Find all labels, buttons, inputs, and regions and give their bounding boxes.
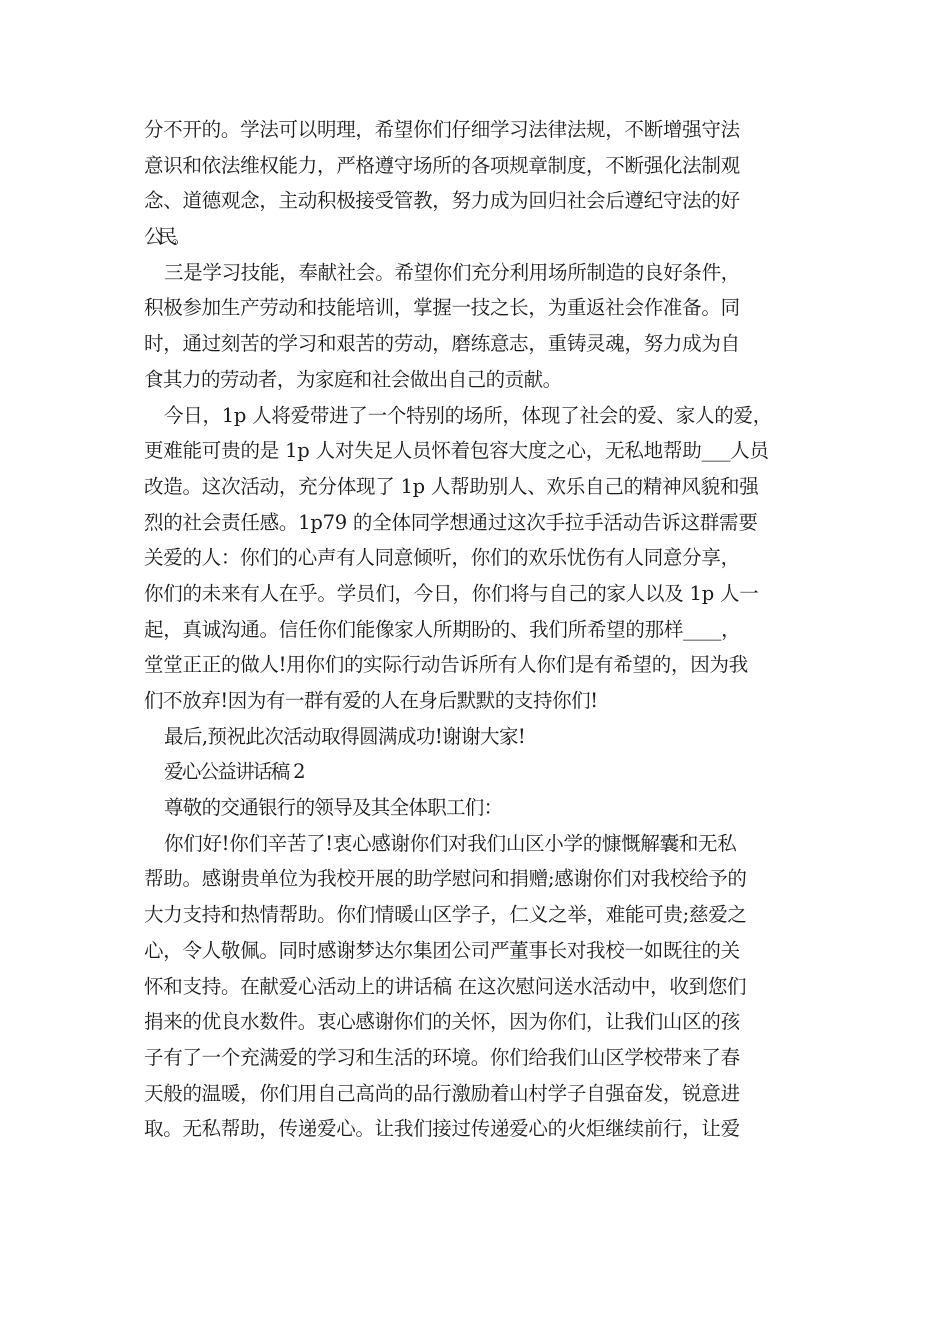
text-line: 关爱的人：你们的心声有人同意倾听，你们的欢乐忧伤有人同意分享， xyxy=(144,546,740,570)
text-line: 食其力的劳动者，为家庭和社会做出自己的贡献。 xyxy=(144,367,562,391)
text-line: 捐来的优良水数件。衷心感谢你们的关怀，因为你们，让我们山区的孩 xyxy=(144,1010,740,1034)
text-line: 们不放弃!因为有一群有爱的人在身后默默的支持你们! xyxy=(144,689,598,712)
text-line: 大力支持和热情帮助。你们情暖山区学子，仁义之举，难能可贵;慈爱之 xyxy=(144,903,747,927)
text-line: 最后,预祝此次活动取得圆满成功!谢谢大家! xyxy=(164,724,526,748)
text-line: 今日，1p 人将爱带进了一个特别的场所，体现了社会的爱、家人的爱， xyxy=(164,403,772,427)
text-line: 起，真诚沟通。信任你们能像家人所期盼的、我们所希望的那样____， xyxy=(144,617,741,641)
text-line: 改造。这次活动，充分体现了 1p 人帮助别人、欢乐自己的精神风貌和强 xyxy=(144,474,759,498)
text-line: 尊敬的交通银行的领导及其全体职工们： xyxy=(164,796,503,820)
document-body xyxy=(144,112,814,1147)
text-line: 分不开的。学法可以明理，希望你们仔细学习法律法规，不断增强守法 xyxy=(144,118,740,141)
text-line: 取。无私帮助，传递爱心。让我们接过传递爱心的火炬继续前行，让爱 xyxy=(144,1117,740,1141)
text-line: 天般的温暖，你们用自己高尚的品行激励着山村学子自强奋发，锐意进 xyxy=(144,1081,740,1105)
text-line: 更难能可贵的是 1p 人对失足人员怀着包容大度之心，无私地帮助___人员 xyxy=(144,439,769,463)
text-line: 公民。 xyxy=(144,225,186,249)
text-line: 时，通过刻苦的学习和艰苦的劳动，磨练意志，重铸灵魂，努力成为自 xyxy=(144,332,740,356)
text-line: 堂堂正正的做人!用你们的实际行动告诉所有人你们是有希望的，因为我 xyxy=(144,653,748,677)
text-line: 爱心公益讲话稿 2 xyxy=(164,760,304,784)
text-line: 子有了一个充满爱的学习和生活的环境。你们给我们山区学校带来了春 xyxy=(144,1045,740,1069)
text-line: 三是学习技能，奉献社会。希望你们充分利用场所制造的良好条件， xyxy=(164,260,741,284)
text-line: 怀和支持。在献爱心活动上的讲话稿 在这次慰问送水活动中，收到您们 xyxy=(144,974,747,998)
text-line: 你们好!你们辛苦了!衷心感谢你们对我们山区小学的慷慨解囊和无私 xyxy=(164,831,737,855)
text-line: 积极参加生产劳动和技能培训，掌握一技之长，为重返社会作准备。同 xyxy=(144,296,740,320)
text-line: 你们的未来有人在乎。学员们，今日，你们将与自己的家人以及 1p 人一 xyxy=(144,581,759,605)
text-line: 意识和依法维权能力，严格遵守场所的各项规章制度，不断强化法制观 xyxy=(144,153,740,177)
text-line: 念、道德观念，主动积极接受管教，努力成为回归社会后遵纪守法的好 xyxy=(144,189,740,213)
text-line: 心，令人敬佩。同时感谢梦达尔集团公司严董事长对我校一如既往的关 xyxy=(144,938,740,962)
text-line: 帮助。感谢贵单位为我校开展的助学慰问和捐赠;感谢你们对我校给予的 xyxy=(144,867,747,891)
text-line: 烈的社会责任感。1p79 的全体同学想通过这次手拉手活动告诉这群需要 xyxy=(144,510,758,534)
